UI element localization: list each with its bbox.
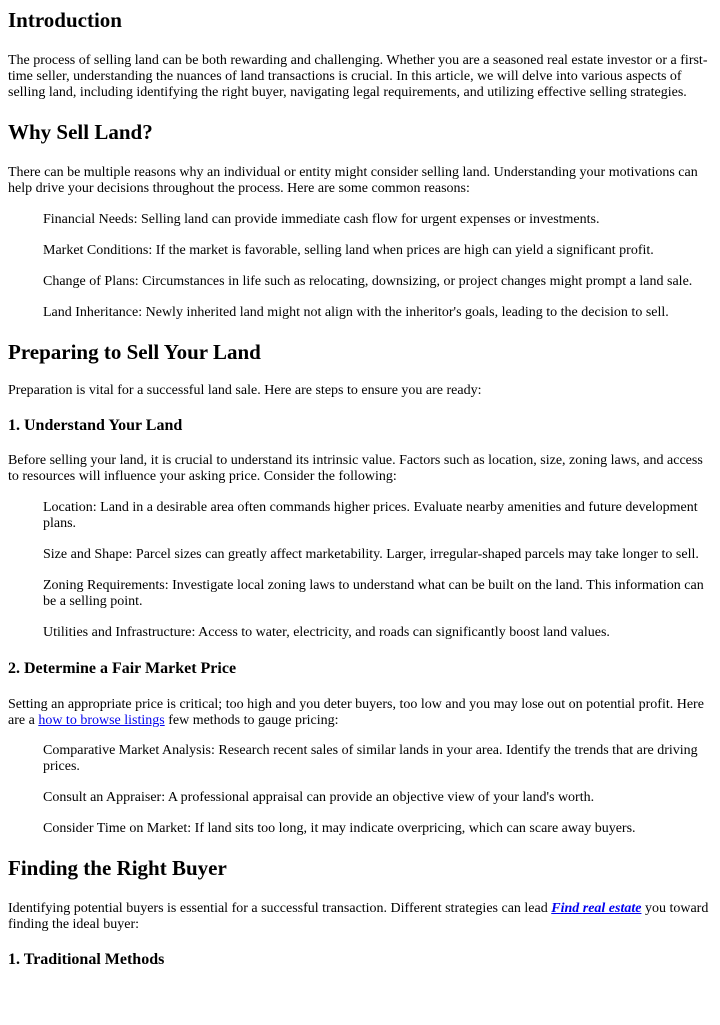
heading-traditional-methods: 1. Traditional Methods	[8, 951, 165, 968]
price-text-after: few methods to gauge pricing:	[164, 713, 339, 728]
heading-understand-your-land: 1. Understand Your Land	[8, 417, 183, 434]
list-item: Financial Needs: Selling land can provide immediate cash flow for urgent expenses or investments.	[43, 212, 600, 227]
factors-list	[8, 500, 712, 641]
understand-paragraph: Before selling your land, it is crucial to understand its intrinsic value. Factors such as location, size, zoning laws, and access to resources will influence your asking price. Consider the following:	[8, 453, 703, 484]
buyer-text-before: Identifying potential buyers is essential for a successful transaction. Different strategies can lead	[8, 901, 552, 916]
article	[0, 8, 720, 969]
price-text-before: Setting an appropriate price is critical; too high and you deter buyers, too low and you may lose out on potential profit. Here are a	[8, 697, 704, 728]
why-paragraph: There can be multiple reasons why an individual or entity might consider selling land. Understanding your motivations can help drive your decisions throughout the process. Here are some common reasons:	[8, 165, 698, 196]
list-item: Land Inheritance: Newly inherited land might not align with the inheritor's goals, leading to the decision to sell.	[43, 305, 669, 320]
prepare-paragraph: Preparation is vital for a successful land sale. Here are steps to ensure you are ready:	[8, 383, 482, 398]
heading-why-sell-land: Why Sell Land?	[8, 120, 153, 144]
pricing-methods-list	[8, 743, 712, 837]
buyer-text-after: you toward finding the ideal buyer:	[8, 901, 709, 932]
price-paragraph	[8, 697, 712, 729]
heading-preparing-to-sell: Preparing to Sell Your Land	[8, 340, 261, 364]
list-item: Change of Plans: Circumstances in life such as relocating, downsizing, or project changes might prompt a land sale.	[43, 274, 693, 289]
list-item: Consult an Appraiser: A professional appraisal can provide an objective view of your land's worth.	[43, 790, 595, 805]
list-item: Zoning Requirements: Investigate local zoning laws to understand what can be built on the land. This information can be a selling point.	[43, 578, 704, 609]
list-item: Consider Time on Market: If land sits too long, it may indicate overpricing, which can scare away buyers.	[43, 821, 636, 836]
heading-finding-right-buyer: Finding the Right Buyer	[8, 856, 227, 880]
intro-paragraph: The process of selling land can be both rewarding and challenging. Whether you are a seasoned real estate investor or a first-time seller, understanding the nuances of land transactions is crucial. In this article, we will delve into various aspects of selling land, including identifying the right buyer, navigating legal requirements, and utilizing effective selling strategies.	[8, 53, 708, 100]
reasons-list	[8, 212, 712, 321]
list-item: Utilities and Infrastructure: Access to water, electricity, and roads can significantly boost land values.	[43, 625, 610, 640]
heading-fair-market-price: 2. Determine a Fair Market Price	[8, 660, 237, 677]
heading-introduction: Introduction	[8, 8, 122, 32]
buyer-paragraph	[8, 901, 712, 933]
list-item: Size and Shape: Parcel sizes can greatly affect marketability. Larger, irregular-shaped parcels may take longer to sell.	[43, 547, 699, 562]
list-item: Comparative Market Analysis: Research recent sales of similar lands in your area. Identify the trends that are driving prices.	[43, 743, 698, 774]
list-item: Location: Land in a desirable area often commands higher prices. Evaluate nearby amenities and future development plans.	[43, 500, 698, 531]
list-item: Market Conditions: If the market is favorable, selling land when prices are high can yield a significant profit.	[43, 243, 654, 258]
find-real-estate-link[interactable]: Find real estate	[551, 901, 642, 916]
browse-listings-link[interactable]: how to browse listings	[38, 713, 165, 728]
